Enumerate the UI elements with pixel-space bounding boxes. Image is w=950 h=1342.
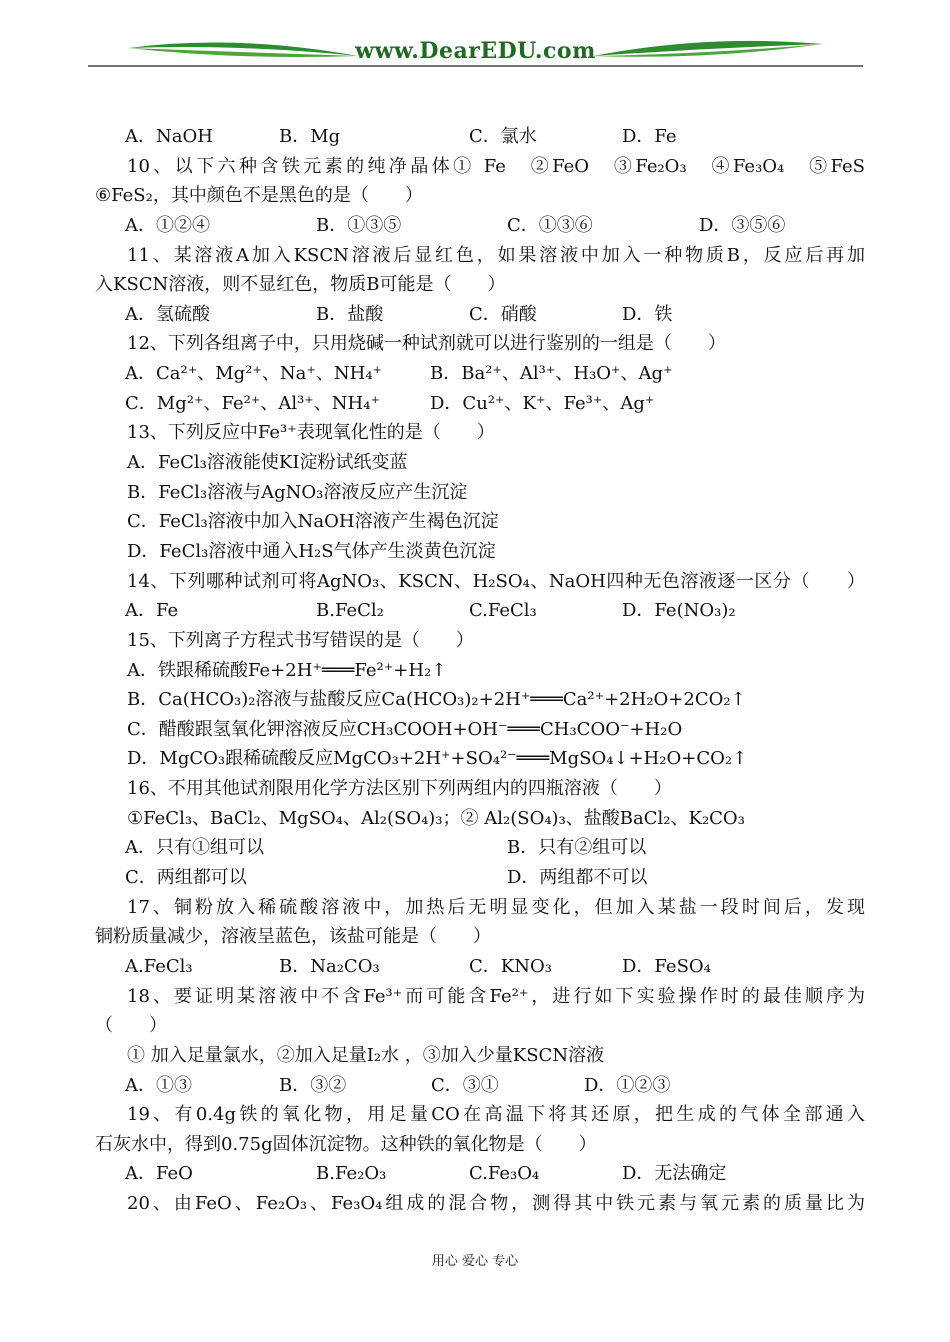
text-line: D．MgCO₃跟稀硫酸反应MgCO₃+2H⁺+SO₄²⁻═══MgSO₄↓+H₂O+CO₂↑	[127, 748, 748, 770]
answer-option: D．①②③	[584, 1074, 671, 1096]
answer-option: A．Ca²⁺、Mg²⁺、Na⁺、NH₄⁺	[125, 363, 383, 385]
text-line: 18、要证明某溶液中不含Fe³⁺而可能含Fe²⁺，进行如下实验操作时的最佳顺序为	[127, 985, 865, 1007]
answer-option: A．FeO	[125, 1163, 193, 1185]
option-row	[95, 389, 865, 419]
answer-option: C．氯水	[469, 126, 537, 147]
answer-option: C．①③⑥	[507, 214, 593, 236]
answer-option: B．③②	[279, 1074, 347, 1096]
option-row	[95, 952, 865, 982]
text-line: 11、某溶液A加入KSCN溶液后显红色，如果溶液中加入一种物质B，反应后再加	[127, 244, 865, 266]
text-line: 16、不用其他试剂限用化学方法区别下列两组内的四瓶溶液（ ）	[127, 778, 672, 800]
answer-option: D．铁	[622, 303, 673, 325]
text-line: 17、铜粉放入稀硫酸溶液中，加热后无明显变化，但加入某盐一段时间后，发现	[127, 896, 865, 918]
answer-option: C．③①	[431, 1074, 499, 1096]
answer-option: B．①③⑤	[316, 214, 402, 236]
text-line: ① 加入足量氯水，②加入足量I₂水 ，③加入少量KSCN溶液	[127, 1044, 605, 1066]
option-row	[95, 359, 865, 389]
text-line: 13、下列反应中Fe³⁺表现氧化性的是（ ）	[127, 422, 495, 444]
text-line: （ ）	[95, 1015, 167, 1037]
answer-option: B．盐酸	[316, 303, 384, 325]
text-line: ①FeCl₃、BaCl₂、MgSO₄、Al₂(SO₄)₃；② Al₂(SO₄)₃、盐酸BaCl₂、K₂CO₃	[127, 807, 745, 829]
document-body	[95, 122, 865, 1219]
text-line: ⑥FeS₂，其中颜色不是黑色的是（ ）	[95, 185, 423, 207]
answer-option: D．③⑤⑥	[699, 214, 786, 236]
text-line: 铜粉质量减少，溶液呈蓝色，该盐可能是（ ）	[95, 926, 491, 948]
answer-option: B．只有②组可以	[507, 837, 647, 859]
text-line: 石灰水中，得到0.75g固体沉淀物。这种铁的氧化物是（ ）	[95, 1133, 597, 1155]
option-row	[95, 122, 865, 152]
page-footer: 用心 爱心 专心	[431, 1254, 519, 1269]
text-line: 15、下列离子方程式书写错误的是（ ）	[127, 629, 474, 651]
answer-option: A．①②④	[125, 214, 210, 236]
answer-option: D．Fe(NO₃)₂	[622, 600, 736, 622]
option-row	[95, 833, 865, 863]
answer-option: A．Fe	[125, 600, 179, 622]
answer-option: B．Mg	[279, 126, 341, 147]
answer-option: B.FeCl₂	[316, 600, 384, 622]
text-line: C．FeCl₃溶液中加入NaOH溶液产生褐色沉淀	[127, 511, 499, 533]
text-line: D．FeCl₃溶液中通入H₂S气体产生淡黄色沉淀	[127, 540, 496, 562]
answer-option: C.Fe₃O₄	[469, 1163, 540, 1185]
answer-option: C．KNO₃	[469, 955, 552, 977]
text-line: A．FeCl₃溶液能使KI淀粉试纸变蓝	[127, 452, 408, 474]
answer-option: C.FeCl₃	[469, 600, 537, 622]
answer-option: A．只有①组可以	[125, 837, 264, 859]
option-row	[95, 596, 865, 626]
text-line: 入KSCN溶液，则不显红色，物质B可能是（ ）	[95, 274, 506, 296]
option-row	[95, 300, 865, 330]
answer-option: C．两组都可以	[125, 867, 247, 889]
answer-option: B.Fe₂O₃	[316, 1163, 387, 1185]
option-row	[95, 1159, 865, 1189]
answer-option: A.FeCl₃	[125, 955, 193, 977]
answer-option: D．Cu²⁺、K⁺、Fe³⁺、Ag⁺	[430, 392, 655, 414]
text-line: 12、下列各组离子中，只用烧碱一种试剂就可以进行鉴别的一组是（ ）	[127, 333, 726, 355]
text-line: B．FeCl₃溶液与AgNO₃溶液反应产生沉淀	[127, 481, 468, 503]
site-logo-text[interactable]: www.DearEDU.com	[355, 38, 596, 64]
option-row	[95, 863, 865, 893]
answer-option: C．硝酸	[469, 303, 537, 325]
answer-option: C．Mg²⁺、Fe²⁺、Al³⁺、NH₄⁺	[125, 392, 380, 414]
page-header	[88, 30, 863, 74]
answer-option: D．两组都不可以	[507, 867, 648, 889]
answer-option: D．无法确定	[622, 1163, 727, 1185]
answer-option: D．Fe	[622, 126, 677, 147]
text-line: A．铁跟稀硫酸Fe+2H⁺═══Fe²⁺+H₂↑	[127, 659, 447, 681]
answer-option: A．①③	[125, 1074, 192, 1096]
text-line: B．Ca(HCO₃)₂溶液与盐酸反应Ca(HCO₃)₂+2H⁺═══Ca²⁺+2H₂O+2CO₂↑	[127, 689, 746, 711]
text-line: 20、由FeO、Fe₂O₃、Fe₃O₄组成的混合物，测得其中铁元素与氧元素的质量比为	[127, 1193, 865, 1215]
answer-option: D．FeSO₄	[622, 955, 711, 977]
text-line: 10、以下六种含铁元素的纯净晶体① Fe ②FeO ③Fe₂O₃ ④Fe₃O₄ ⑤FeS	[127, 155, 865, 177]
option-row	[95, 1071, 865, 1101]
text-line: 14、下列哪种试剂可将AgNO₃、KSCN、H₂SO₄、NaOH四种无色溶液逐一区分（ ）	[127, 570, 865, 592]
option-row	[95, 211, 865, 241]
answer-option: B．Na₂CO₃	[279, 955, 380, 977]
text-line: 19、有0.4g铁的氧化物，用足量CO在高温下将其还原，把生成的气体全部通入	[127, 1104, 865, 1126]
text-line: C．醋酸跟氢氧化钾溶液反应CH₃COOH+OH⁻═══CH₃COO⁻+H₂O	[127, 718, 683, 740]
answer-option: A．氢硫酸	[125, 303, 210, 325]
answer-option: A．NaOH	[125, 126, 213, 147]
answer-option: B．Ba²⁺、Al³⁺、H₃O⁺、Ag⁺	[430, 363, 673, 385]
